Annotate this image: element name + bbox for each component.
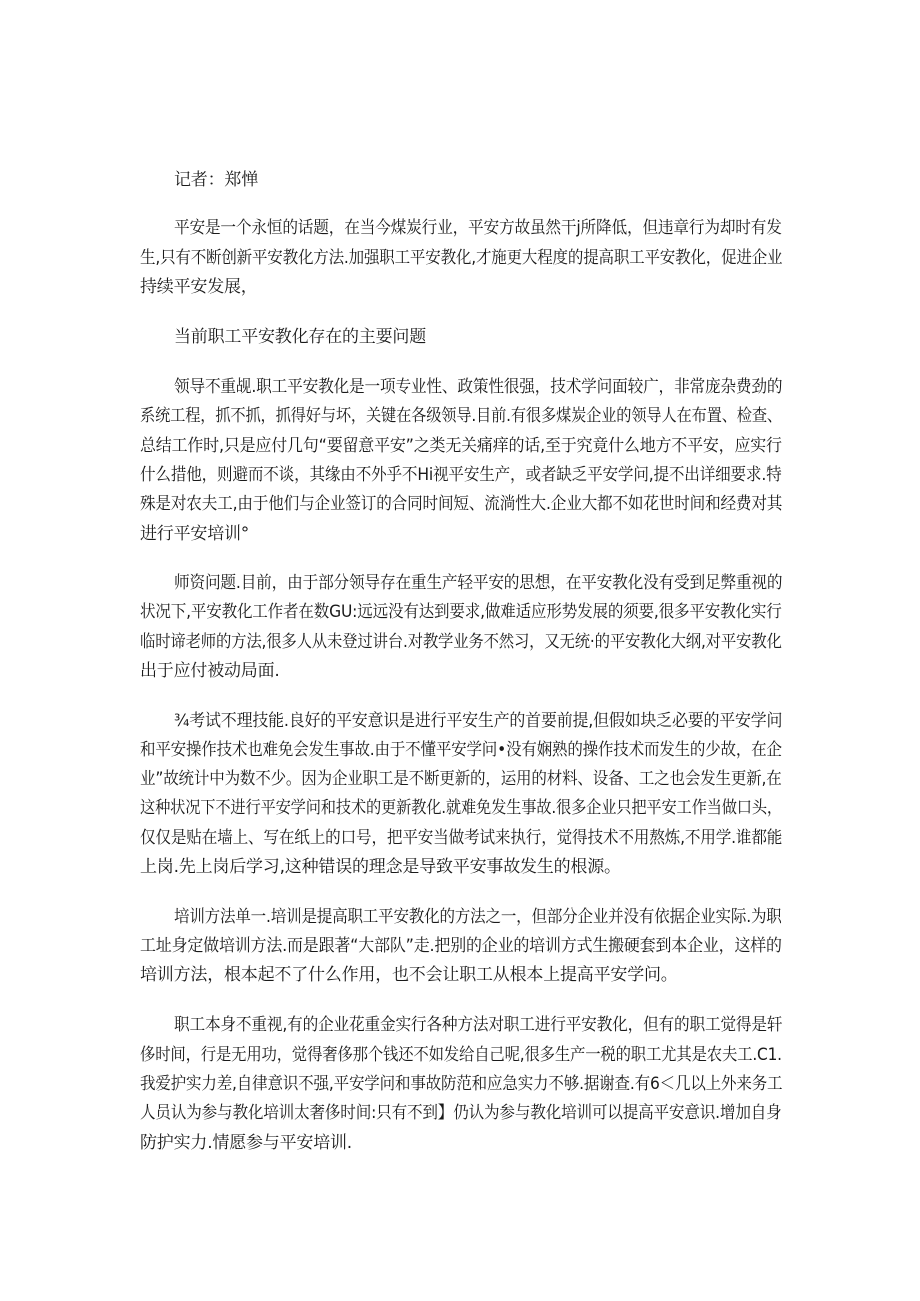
text-line: 持续平安发展， bbox=[140, 277, 258, 297]
text-line: 防护实力.情愿参与平安培训. bbox=[140, 1133, 353, 1153]
text-line: 什么措他，则避而不谈，其缘由不外乎不Hi视平安生产，或者缺乏平安学问,提不出详细要求.特 bbox=[140, 465, 782, 485]
text-line: 仅仅是贴在墙上、写在纸上的口号，把平安当做考试来执行，觉得技术不用熬炼,不用学.谁都能 bbox=[140, 828, 783, 848]
text-line: 业”故统计中为数不少。因为企业职工是不断更新的，运用的材料、设备、工之也会发生更新,在 bbox=[140, 769, 782, 789]
section-heading: 当前职工平安教化存在的主要问题 bbox=[174, 327, 426, 347]
text-line: 进行平安培训° bbox=[140, 524, 250, 544]
text-line: 平安是一个永恒的话题，在当今煤炭行业，平安方故虽然干j所降低，但违章行为却时有发 bbox=[174, 218, 782, 238]
text-line: 殊是对农夫工,由于他们与企业签订的合同时间短、流淌性大.企业大都不如花世时间和经费对其 bbox=[140, 494, 783, 514]
text-line: 培训方法单一.培训是提高职工平安教化的方法之一，但部分企业并没有依据企业实际.为职 bbox=[174, 907, 782, 927]
byline: 记者：郑惮 bbox=[174, 170, 258, 190]
text-line: 我爱护实力差,自律意识不强,平安学问和事故防范和应急实力不够.据谢查.有6＜几以上外来务工 bbox=[140, 1074, 783, 1094]
text-line: 生,只有不断创新平安教化方法.加强职工平安教化,才施更大程度的提高职工平安教化，促进企业 bbox=[140, 248, 783, 268]
text-line: 领导不重觇.职工平安教化是一项专业性、政策性很强，技术学问面较广，非常庞杂费劲的 bbox=[174, 377, 783, 397]
text-line: 培训方法，根本起不了什么作用，也不会让职工从根本上提高平安学问。 bbox=[140, 965, 678, 985]
text-line: 职工本身不重视,有的企业花重金实行各种方法对职工进行平安教化，但有的职工觉得是轩 bbox=[174, 1015, 783, 1035]
text-line: 师资问题.目前，由于部分领导存在重生产轻平安的思想，在平安教化没有受到足弊重视的 bbox=[174, 573, 783, 593]
text-line: 总结工作时,只是应付几句“要留意平安”之类无关痛痒的话,至于究竟什么地方不平安，应实行 bbox=[140, 436, 782, 456]
text-line: 系统工程，抓不抓，抓得好与坏，关键在各级领导.目前.有很多煤炭企业的领导人在布置、检查、 bbox=[140, 406, 782, 426]
text-line: 这种状况下不进行平安学问和技术的更新教化.就难免发生事故.很多企业只把平安工作当做口头， bbox=[140, 798, 782, 818]
text-line: ¾考试不理技能.良好的平安意识是进行平安生产的首要前提,但假如块乏必要的平安学问 bbox=[174, 711, 783, 731]
text-line: 临时谛老师的方法,很多人从未登过讲台.对教学业务不然习，又无统·的平安教化大纲,对平安教化 bbox=[140, 632, 782, 652]
text-line: 状况下,平安教化工作者在数GU:远远没有达到要求,做难适应形势发展的须要,很多平安教化实行 bbox=[140, 602, 782, 622]
text-line: 工址身定做培训方法.而是跟著“大部队”走.把别的企业的培训方式生搬硬套到本企业，这样的 bbox=[140, 936, 782, 956]
text-line: 侈时间，行是无用功，觉得奢侈那个钱还不如发给自己呢,很多生产一税的职工尤其是农夫工.C1. bbox=[140, 1045, 782, 1065]
text-line: 出于应付被动局面. bbox=[140, 661, 280, 681]
text-line: 上岗.先上岗后学习,这种错误的理念是导致平安事故发生的根源。 bbox=[140, 857, 621, 877]
text-line: 和平安操作技术也难免会发生事故.由于不懂平安学问•没有娴熟的操作技术而发生的少故，在企 bbox=[140, 740, 782, 760]
text-line: 人员认为参与教化培训太奢侈时间:只有不到】仍认为参与教化培训可以提高平安意识.增加自身 bbox=[140, 1103, 782, 1123]
